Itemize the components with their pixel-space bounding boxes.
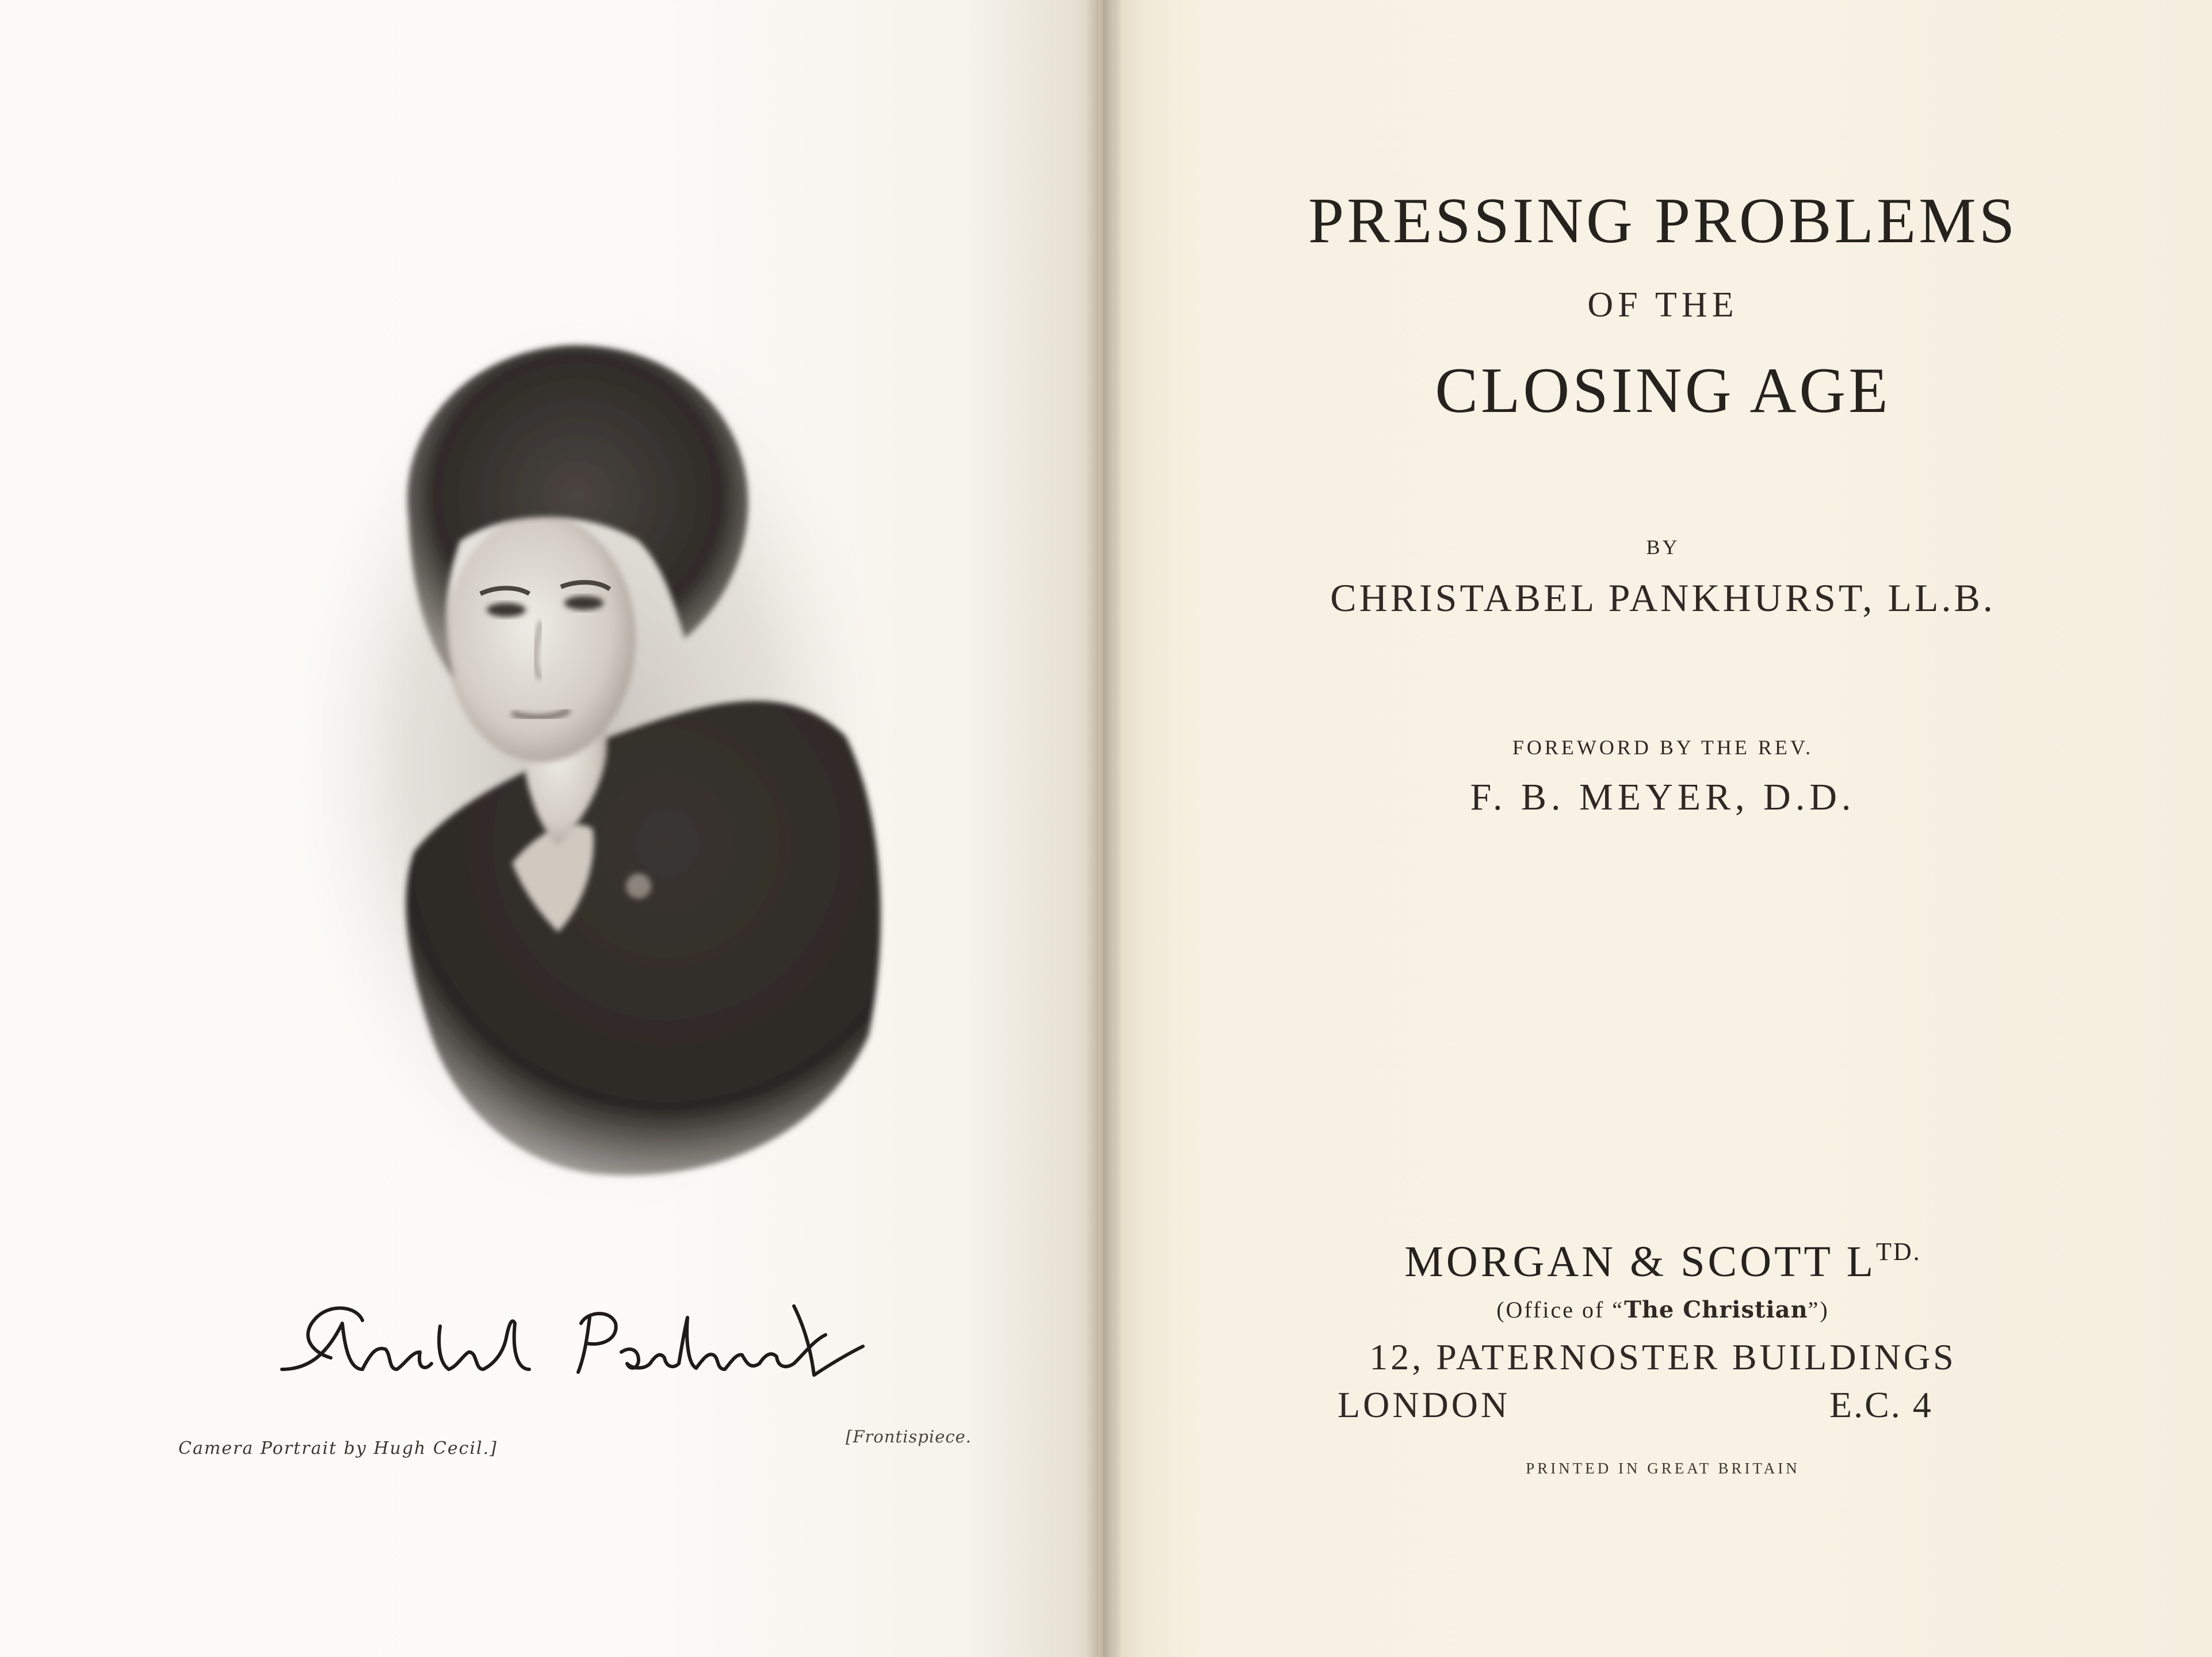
postal-district: E.C. 4	[1829, 1384, 1933, 1425]
portrait-photo	[270, 242, 909, 1220]
photo-credit-caption: Camera Portrait by Hugh Cecil.]	[178, 1438, 498, 1459]
by-label: BY	[1646, 536, 1680, 559]
office-prefix: (Office of “	[1496, 1297, 1625, 1323]
publisher-address: 12, PATERNOSTER BUILDINGS	[1369, 1337, 1957, 1377]
foreword-label: FOREWORD BY THE REV.	[1512, 736, 1814, 759]
title-line-3: CLOSING AGE	[1435, 355, 1891, 426]
author-name: CHRISTABEL PANKHURST, LL.B.	[1330, 576, 1996, 620]
foreword-author: F. B. MEYER, D.D.	[1470, 776, 1856, 818]
office-suffix: ”)	[1808, 1297, 1829, 1323]
title-line-1: PRESSING PROBLEMS	[1308, 185, 2018, 257]
publisher-office	[1114, 1296, 2212, 1323]
publisher-name	[1114, 1237, 2212, 1287]
publisher-name-text: MORGAN & SCOTT L	[1404, 1238, 1876, 1286]
title-line-2: OF THE	[1587, 285, 1739, 324]
printed-note: PRINTED IN GREAT BRITAIN	[1526, 1460, 1800, 1477]
frontispiece-label: [Frontispiece.	[846, 1427, 972, 1446]
signature-image	[276, 1283, 886, 1398]
publisher-suffix: TD.	[1876, 1238, 1921, 1266]
office-paper-name: The Christian	[1624, 1296, 1808, 1323]
publisher-city: LONDON	[1338, 1384, 1511, 1425]
